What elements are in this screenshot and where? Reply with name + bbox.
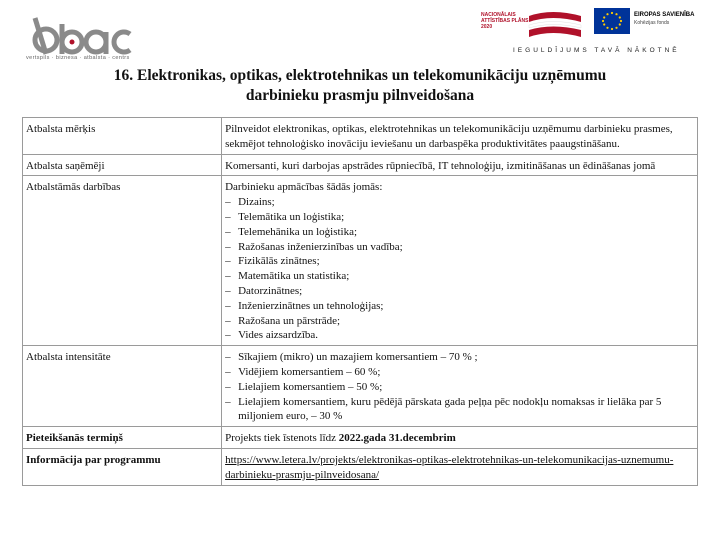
logo-tagline: vertspils · biznesa · atbalsta · centrs	[26, 55, 130, 61]
row-label: Atbalstāmās darbības	[23, 176, 222, 346]
activities-list	[225, 195, 693, 343]
list-item: – Dizains;	[225, 195, 693, 210]
activities-intro: Darbinieku apmācības šādās jomās:	[225, 181, 383, 194]
list-item: – Telemehānika un loģistika;	[225, 225, 693, 240]
eu-flag-icon	[594, 8, 630, 34]
list-item: – Inženierzinātnes un tehnoloģijas;	[225, 299, 693, 314]
list-item: – Ražošana un pārstrāde;	[225, 314, 693, 329]
list-item: – Datorzinātnes;	[225, 284, 693, 299]
program-info-table	[22, 117, 698, 486]
deadline-date: 2022.gada 31.decembrim	[338, 432, 456, 445]
row-label: Pieteikšanās termiņš	[23, 427, 222, 449]
list-item: – Lielajiem komersantiem, kuru pēdējā pārskata gada peļņa pēc nodokļu nomaksas ir lielāka par 5 miljoniem euro, – 30 %	[225, 395, 693, 425]
eu-subtitle: Kohēzijas fonds	[634, 20, 670, 26]
investment-tagline: IEGULDĪJUMS TAVĀ NĀKOTNĒ	[513, 47, 680, 54]
table-row	[23, 154, 698, 176]
partner-logos	[477, 6, 707, 40]
row-label: Atbalsta intensitāte	[23, 346, 222, 427]
intensity-list	[225, 350, 693, 424]
table-row	[23, 176, 698, 346]
deadline-prefix: Projekts tiek īstenots līdz	[225, 432, 339, 445]
list-item: – Sīkajiem (mikro) un mazajiem komersantiem – 70 % ;	[225, 350, 693, 365]
row-value	[222, 346, 698, 427]
row-value: Komersanti, kuri darbojas apstrādes rūpniecībā, IT tehnoloģiju, izmitināšanas un ēdināšanas jomā	[222, 154, 698, 176]
row-value	[222, 427, 698, 449]
list-item: – Vidējiem komersantiem – 60 %;	[225, 365, 693, 380]
table-row	[23, 118, 698, 155]
row-label: Informācija par programmu	[23, 448, 222, 485]
table-row	[23, 346, 698, 427]
table-row	[23, 448, 698, 485]
page-title: 16. Elektronikas, optikas, elektrotehnikas un telekomunikāciju uzņēmumu darbinieku prasmju pilnveidošana	[113, 67, 607, 104]
list-item: – Ražošanas inženierzinības un vadība;	[225, 240, 693, 255]
list-item: – Fizikālās zinātnes;	[225, 254, 693, 269]
list-item: – Lielajiem komersantiem – 50 %;	[225, 380, 693, 395]
table-row	[23, 427, 698, 449]
eu-label	[634, 11, 710, 27]
national-plan-text: NACIONĀLAIS ATTĪSTĪBAS PLĀNS 2020	[481, 12, 529, 30]
row-value: Pilnveidot elektronikas, optikas, elektrotehnikas un telekomunikāciju uzņēmumu darbinieku prasmes, sekmējot tehnoloģisko inovāciju ieviešanu un darbaspēka produktivitātes paaugstināšanu.	[222, 118, 698, 155]
row-value	[222, 448, 698, 485]
list-item: – Matemātika un statistika;	[225, 269, 693, 284]
row-label: Atbalsta saņēmēji	[23, 154, 222, 176]
row-value	[222, 176, 698, 346]
list-item: – Telemātika un loģistika;	[225, 210, 693, 225]
list-item: – Vides aizsardzība.	[225, 328, 693, 343]
program-link[interactable]: https://www.letera.lv/projekts/elektronikas-optikas-elektrotehnikas-un-telekomunikacijas-uznemumu-darbinieku-prasmju-pilnveidosana/	[225, 453, 674, 481]
row-label: Atbalsta mērķis	[23, 118, 222, 155]
eu-title: EIROPAS SAVIENĪBA	[634, 12, 695, 18]
